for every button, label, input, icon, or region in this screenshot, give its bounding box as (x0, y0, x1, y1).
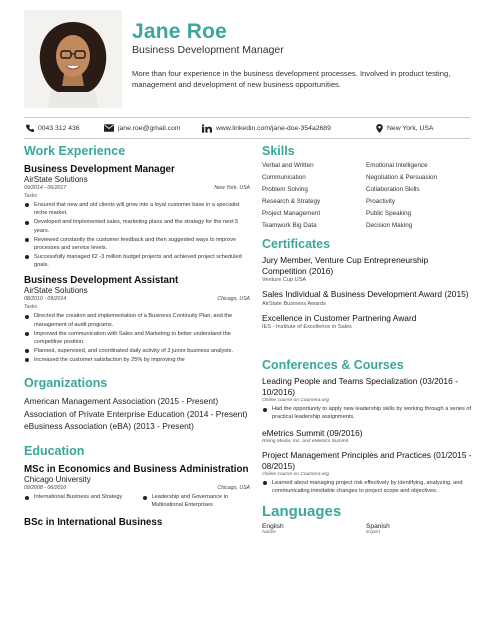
map-pin-icon (376, 124, 383, 133)
contact-location-text: New York, USA (387, 125, 434, 132)
skill-item: Research & Strategy (262, 198, 321, 206)
list-item: Improved the communication with Sales and Marketing to better understand the competitive position. (24, 330, 250, 346)
education-courses-right (142, 493, 250, 510)
list-item: Successfully managed €2 -3 million budget projects and achieved project scheduled goals. (24, 253, 250, 269)
conference-organizer: Online course on Coursera.org (262, 398, 329, 404)
language-level: Native (262, 530, 276, 536)
conference-bullets (262, 405, 474, 421)
work-company: AirState Solutions (24, 286, 88, 296)
work-title: Business Development Manager (24, 164, 175, 175)
section-languages: Languages (262, 503, 342, 521)
work-item (24, 164, 250, 269)
section-education: Education (24, 443, 85, 458)
contact-location (376, 124, 433, 133)
skill-item: Project Management (262, 210, 321, 218)
work-dates: 09/2014 - 06/2017 (24, 185, 67, 192)
candidate-title: Business Development Manager (132, 44, 284, 56)
certificate-item (262, 313, 474, 331)
skill-item: Collaboration Skills (366, 186, 420, 194)
section-certificates: Certificates (262, 237, 331, 252)
section-conferences: Conferences & Courses (262, 358, 404, 373)
work-tasks-label: Tasks (24, 193, 37, 200)
skills-grid (262, 161, 474, 231)
education-location: Chicago, USA (217, 485, 250, 492)
language-level: Expert (366, 530, 381, 536)
contact-email-text: jane.roe@gmail.com (118, 124, 181, 132)
list-item: Increased the customer satisfaction by 25% by improving the (24, 356, 250, 364)
skill-item: Proactivity (366, 198, 396, 206)
education-item (24, 464, 250, 511)
work-item (24, 275, 250, 364)
education-degree: BSc in International Business (24, 516, 163, 528)
education-item (24, 517, 250, 529)
list-item: Leadership and Governance in Multinational Enterprises (142, 493, 250, 509)
education-dates: 09/2008 - 06/2010 (24, 485, 67, 492)
organization-item: Association of Private Enterprise Education (2014 - Present) (24, 408, 248, 419)
list-item: Learned about managing project risk effectively by identifying, analyzing, and communicating inevitable changes to project scope and objectives. (262, 479, 474, 495)
certificate-issuer: AirState Business Awards (262, 300, 326, 307)
certificate-title: Jury Member, Venture Cup Entrepreneurship Competition (2016) (262, 255, 429, 276)
skill-item: Emotional Intelligence (366, 162, 428, 169)
contact-linkedin[interactable] (202, 124, 331, 133)
section-work-experience: Work Experience (24, 144, 126, 158)
education-degree: MSc in Economics and Business Administration (24, 463, 249, 475)
certificate-issuer: Venture Cup USA (262, 277, 307, 284)
work-title: Business Development Assistant (24, 275, 179, 287)
work-location: New York, USA (214, 185, 250, 192)
left-column (24, 144, 250, 528)
linkedin-icon (202, 124, 212, 133)
list-item: Directed the creation and implementation of a Business Continuity Plan, and the management of audit programs. (24, 312, 250, 328)
conference-item (262, 428, 474, 445)
contact-bar (24, 117, 470, 139)
skill-item: Public Speaking (366, 210, 412, 218)
conference-organizer: Online course on Coursera.org (262, 472, 329, 478)
skill-item: Teamwork Big Data (262, 222, 317, 230)
envelope-icon (104, 124, 114, 132)
summary-text: More than four experience in the business development processes. Involved in product testing, management and development of new business opportunities. (132, 69, 451, 89)
certificate-title: Sales Individual & Business Development Award (2015) (262, 289, 469, 300)
list-item: Had the opportunity to apply new leadership skills by working through a series of practical leadership assignments. (262, 405, 474, 421)
section-skills: Skills (262, 144, 295, 158)
phone-icon (26, 124, 34, 132)
work-bullets (24, 312, 250, 364)
organization-item: eBusiness Association (eBA) (2013 - Present) (24, 421, 194, 432)
conference-item (262, 376, 474, 421)
certificate-title: Excellence in Customer Partnering Award (262, 312, 417, 323)
skill-item: Decision Making (366, 222, 413, 230)
organization-item: American Management Association (2015 - Present) (24, 396, 219, 407)
language-name: Spanish (366, 523, 390, 531)
contact-phone-text: 0043 312 436 (38, 124, 80, 132)
conference-title: Project Management Principles and Practices (01/2015 - 08/2015) (262, 450, 472, 471)
right-column (262, 144, 474, 535)
skill-item: Verbal and Written (262, 162, 314, 169)
certificate-issuer: IES - Institute of Excellence in Sales (262, 324, 352, 331)
list-item: Reviewed constantly the customer feedback and then suggested ways to improve processes and service levels. (24, 236, 250, 252)
work-location: Chicago, USA (217, 296, 250, 303)
conference-organizer: Rising Media, Inc. and eMetrics Summit (262, 439, 349, 445)
language-item (366, 523, 466, 535)
organizations-list (24, 396, 250, 432)
conference-bullets (262, 479, 474, 495)
work-dates: 08/2010 - 09/2014 (24, 296, 67, 303)
conference-item (262, 450, 474, 495)
list-item: Developed and implemented sales, marketing plans and the strategy for the next 5 years. (24, 218, 250, 234)
certificate-item (262, 255, 474, 283)
list-item: International Business and Strategy (24, 493, 132, 501)
skill-item: Problem Solving (262, 186, 308, 194)
certificate-item (262, 289, 474, 307)
education-courses-left (24, 493, 132, 510)
list-item: Planned, supervised, and coordinated daily activity of 3 junior business analysts. (24, 347, 250, 355)
list-item: Ensured that new and old clients will grow into a loyal customer base in a specialist niche market. (24, 201, 250, 217)
contact-email[interactable] (104, 124, 180, 132)
language-name: English (262, 523, 284, 531)
skill-item: Communication (262, 174, 306, 182)
contact-linkedin-text: www.linkedin.com/jane-doe-354a2689 (216, 125, 331, 132)
languages-grid (262, 523, 474, 535)
conference-title: eMetrics Summit (09/2016) (262, 427, 363, 438)
skill-item: Negotiation & Persuasion (366, 174, 438, 182)
work-tasks-label: Tasks (24, 304, 37, 311)
conference-title: Leading People and Teams Specialization (03/2016 - 10/2016) (262, 376, 458, 397)
candidate-name: Jane Roe (132, 20, 227, 43)
portrait-image (24, 10, 122, 108)
contact-phone[interactable] (26, 124, 80, 132)
profile-photo (24, 10, 122, 108)
education-school: Chicago University (24, 475, 91, 485)
section-organizations: Organizations (24, 376, 108, 391)
work-company: AirState Solutions (24, 175, 88, 185)
work-bullets (24, 201, 250, 269)
language-item (262, 523, 362, 535)
